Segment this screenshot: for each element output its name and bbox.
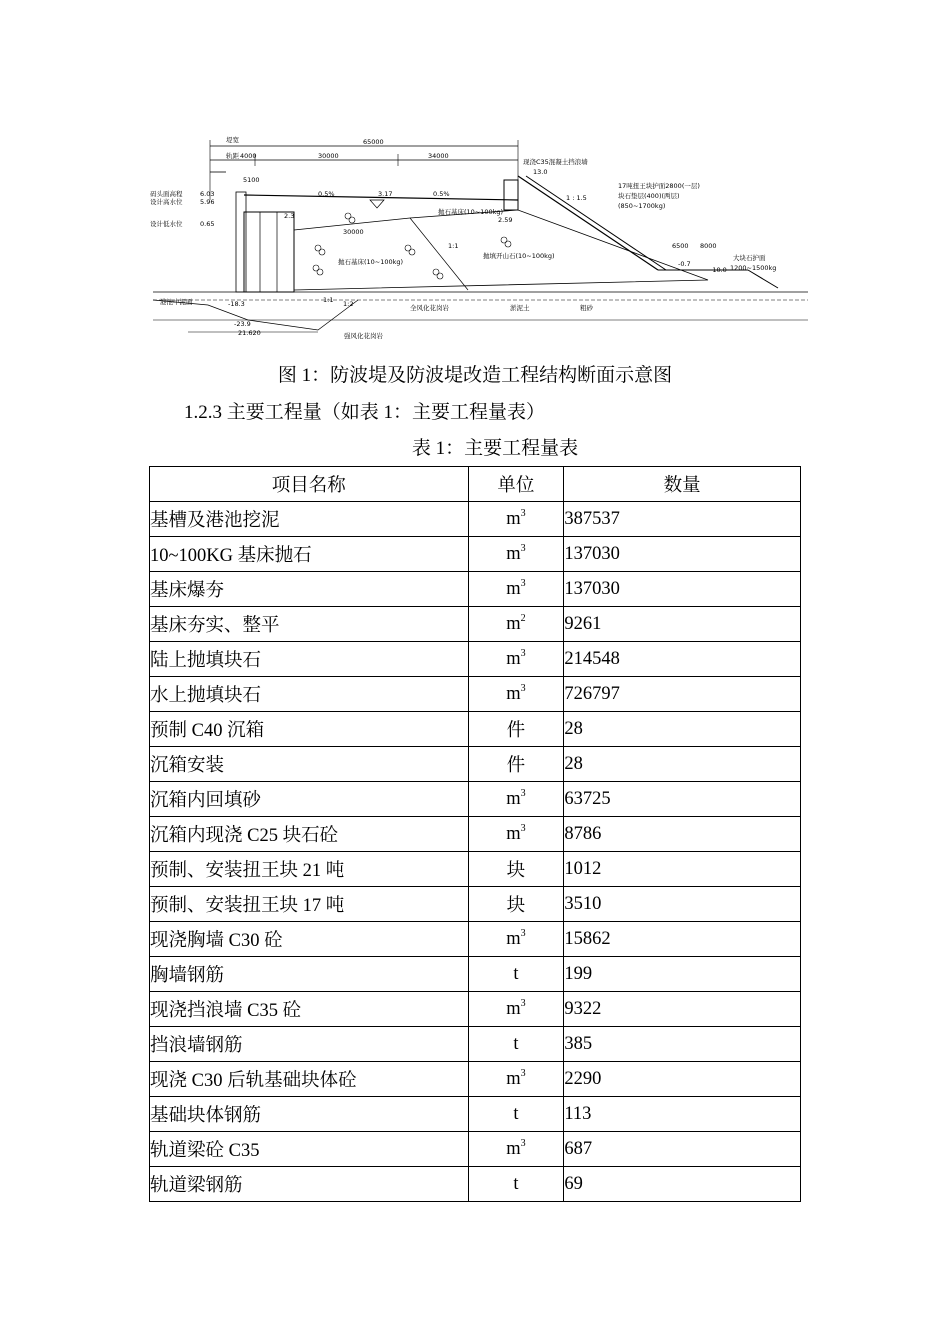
label-wall: 现浇C35混凝土挡浪墙 bbox=[523, 158, 588, 166]
label-65000: 65000 bbox=[363, 138, 384, 146]
unit-exponent: 3 bbox=[520, 682, 526, 694]
table-row bbox=[150, 572, 801, 607]
unit-text: t bbox=[513, 1103, 519, 1124]
cell-item-name: 沉箱内现浇 C25 块石砼 bbox=[150, 817, 469, 852]
table-row bbox=[150, 677, 801, 712]
header-quantity: 数量 bbox=[564, 467, 801, 502]
cell-unit bbox=[468, 677, 564, 712]
unit-text: m bbox=[506, 683, 521, 704]
label-deep: -23.9 bbox=[234, 320, 251, 328]
label-13: 13.0 bbox=[533, 168, 548, 176]
label-259: 2.59 bbox=[498, 216, 513, 224]
cell-item-name: 现浇挡浪墙 C35 砼 bbox=[150, 992, 469, 1027]
table-row bbox=[150, 817, 801, 852]
unit-text: 件 bbox=[506, 721, 526, 741]
cell-item-name: 预制 C40 沉箱 bbox=[150, 712, 469, 747]
unit-exponent: 3 bbox=[520, 927, 526, 939]
unit-exponent: 3 bbox=[520, 822, 526, 834]
label-603: 6.03 bbox=[200, 190, 215, 198]
table-caption: 表 1：主要工程量表 bbox=[411, 438, 579, 459]
unit-exponent: 3 bbox=[520, 647, 526, 659]
unit-text: m bbox=[506, 998, 521, 1019]
unit-exponent: 3 bbox=[520, 787, 526, 799]
unit-text: t bbox=[513, 1173, 519, 1194]
table-row bbox=[150, 642, 801, 677]
cell-item-name: 预制、安装扭王块 17 吨 bbox=[150, 887, 469, 922]
cell-item-name: 水上抛填块石 bbox=[150, 677, 469, 712]
cell-unit bbox=[468, 747, 564, 782]
cell-quantity: 3510 bbox=[564, 887, 801, 922]
label-silty: 淤泥土 bbox=[510, 304, 530, 312]
table-row bbox=[150, 747, 801, 782]
cell-item-name: 10~100KG 基床抛石 bbox=[150, 537, 469, 572]
cross-section-svg bbox=[148, 130, 810, 345]
table-row bbox=[150, 502, 801, 537]
cell-item-name: 沉箱安装 bbox=[150, 747, 469, 782]
label-slope-12: 1:2 bbox=[343, 300, 354, 308]
table-header-row bbox=[150, 467, 801, 502]
unit-exponent: 3 bbox=[520, 1137, 526, 1149]
header-item-name: 项目名称 bbox=[150, 467, 469, 502]
label-m100: -10.0 bbox=[710, 266, 727, 274]
table-row bbox=[150, 782, 801, 817]
cell-unit bbox=[468, 957, 564, 992]
cell-unit bbox=[468, 642, 564, 677]
cell-quantity: 214548 bbox=[564, 642, 801, 677]
cell-quantity: 1012 bbox=[564, 852, 801, 887]
cell-unit bbox=[468, 1167, 564, 1202]
label-dike-width: 堤宽 bbox=[226, 136, 239, 144]
unit-text: m bbox=[506, 928, 521, 949]
unit-text: m bbox=[506, 613, 521, 634]
label-6500: 6500 bbox=[672, 242, 689, 250]
table-row bbox=[150, 1097, 801, 1132]
label-596: 5.96 bbox=[200, 198, 215, 206]
table-row bbox=[150, 537, 801, 572]
cell-unit bbox=[468, 572, 564, 607]
table-row bbox=[150, 607, 801, 642]
table-row bbox=[150, 1062, 801, 1097]
label-crest: 码头面高程 bbox=[150, 190, 183, 198]
section-heading: 1.2.3 主要工程量（如表 1：主要工程量表） bbox=[184, 402, 546, 423]
unit-text: m bbox=[506, 1138, 521, 1159]
unit-text: m bbox=[506, 648, 521, 669]
label-slope-05a: 0.5% bbox=[318, 190, 335, 198]
figure-caption: 图 1：防波堤及防波堤改造工程结构断面示意图 bbox=[277, 365, 673, 386]
cell-unit bbox=[468, 1097, 564, 1132]
label-4000: 4000 bbox=[240, 152, 257, 160]
label-30000-top: 30000 bbox=[318, 152, 339, 160]
label-armor: 17吨扭王块护面2800(一层) bbox=[618, 182, 700, 190]
label-5100: 5100 bbox=[243, 176, 260, 184]
unit-text: 件 bbox=[506, 756, 526, 776]
cell-quantity: 385 bbox=[564, 1027, 801, 1062]
table-row bbox=[150, 922, 801, 957]
label-slope-11-base: 1:1 bbox=[323, 296, 334, 304]
cell-item-name: 基床爆夯 bbox=[150, 572, 469, 607]
cell-item-name: 沉箱内回填砂 bbox=[150, 782, 469, 817]
label-fill-mid: 抛石基床(10~100kg) bbox=[338, 258, 404, 266]
label-065: 0.65 bbox=[200, 220, 215, 228]
cell-unit bbox=[468, 537, 564, 572]
cell-quantity: 199 bbox=[564, 957, 801, 992]
cell-quantity: 28 bbox=[564, 712, 801, 747]
breakwater-section-drawing bbox=[148, 130, 810, 345]
unit-text: m bbox=[506, 578, 521, 599]
unit-exponent: 3 bbox=[520, 997, 526, 1009]
table-row bbox=[150, 992, 801, 1027]
label-21620: 21.620 bbox=[238, 329, 261, 337]
label-bigstone-weight: 1200~1500kg bbox=[730, 264, 777, 272]
cell-unit bbox=[468, 852, 564, 887]
cell-item-name: 胸墙钢筋 bbox=[150, 957, 469, 992]
cell-quantity: 137030 bbox=[564, 572, 801, 607]
cell-quantity: 15862 bbox=[564, 922, 801, 957]
label-strong-weathered: 强风化花岗岩 bbox=[344, 332, 383, 340]
label-fill-right: 抛填开山石(10~100kg) bbox=[483, 252, 555, 260]
cell-unit bbox=[468, 607, 564, 642]
cell-quantity: 28 bbox=[564, 747, 801, 782]
label-dredge: 港池中泥面 bbox=[160, 298, 193, 306]
table-row bbox=[150, 712, 801, 747]
label-weathered: 全风化花岗岩 bbox=[410, 304, 449, 312]
cell-unit bbox=[468, 1027, 564, 1062]
label-fill-top: 抛石基床(10~100kg) bbox=[438, 208, 504, 216]
cell-quantity: 63725 bbox=[564, 782, 801, 817]
cell-item-name: 现浇 C30 后轨基础块体砼 bbox=[150, 1062, 469, 1097]
label-m07: -0.7 bbox=[678, 260, 691, 268]
cell-quantity: 137030 bbox=[564, 537, 801, 572]
cell-item-name: 轨道梁钢筋 bbox=[150, 1167, 469, 1202]
unit-exponent: 2 bbox=[520, 612, 526, 624]
label-slope-11-mid: 1:1 bbox=[448, 242, 459, 250]
cell-unit bbox=[468, 992, 564, 1027]
cell-quantity: 387537 bbox=[564, 502, 801, 537]
label-coarse: 粗砂 bbox=[580, 304, 593, 312]
quantity-table bbox=[149, 466, 801, 1202]
cell-item-name: 现浇胸墙 C30 砼 bbox=[150, 922, 469, 957]
table-row bbox=[150, 887, 801, 922]
cell-unit bbox=[468, 817, 564, 852]
cell-unit bbox=[468, 502, 564, 537]
unit-text: 块 bbox=[506, 896, 526, 916]
cell-quantity: 2290 bbox=[564, 1062, 801, 1097]
cell-quantity: 726797 bbox=[564, 677, 801, 712]
header-unit: 单位 bbox=[468, 467, 564, 502]
unit-text: t bbox=[513, 1033, 519, 1054]
cell-item-name: 挡浪墙钢筋 bbox=[150, 1027, 469, 1062]
cell-quantity: 113 bbox=[564, 1097, 801, 1132]
unit-exponent: 3 bbox=[520, 507, 526, 519]
label-slope-15: 1 : 1.5 bbox=[566, 194, 587, 202]
cell-quantity: 69 bbox=[564, 1167, 801, 1202]
cell-item-name: 基槽及港池挖泥 bbox=[150, 502, 469, 537]
label-stone: 块石垫层(400)(两层) bbox=[618, 192, 680, 200]
unit-exponent: 3 bbox=[520, 1067, 526, 1079]
label-34000: 34000 bbox=[428, 152, 449, 160]
label-stone-weight: (850~1700kg) bbox=[618, 202, 666, 210]
table-row bbox=[150, 957, 801, 992]
cell-unit bbox=[468, 922, 564, 957]
unit-text: 块 bbox=[506, 861, 526, 881]
unit-text: m bbox=[506, 508, 521, 529]
cell-quantity: 8786 bbox=[564, 817, 801, 852]
cell-unit bbox=[468, 1132, 564, 1167]
label-m183: -18.3 bbox=[228, 300, 245, 308]
label-low-water: 设计低水位 bbox=[150, 220, 183, 228]
label-317: 3.17 bbox=[378, 190, 393, 198]
cell-item-name: 预制、安装扭王块 21 吨 bbox=[150, 852, 469, 887]
cell-quantity: 9261 bbox=[564, 607, 801, 642]
unit-exponent: 3 bbox=[520, 542, 526, 554]
unit-text: m bbox=[506, 1068, 521, 1089]
cell-unit bbox=[468, 782, 564, 817]
label-high-water: 设计高水位 bbox=[150, 198, 183, 206]
cell-item-name: 基础块体钢筋 bbox=[150, 1097, 469, 1132]
cell-unit bbox=[468, 1062, 564, 1097]
label-30000-mid: 30000 bbox=[343, 228, 364, 236]
unit-exponent: 3 bbox=[520, 577, 526, 589]
label-slope-05b: 0.5% bbox=[433, 190, 450, 198]
label-8000: 8000 bbox=[700, 242, 717, 250]
cell-item-name: 陆上抛填块石 bbox=[150, 642, 469, 677]
table-row bbox=[150, 852, 801, 887]
label-rail: 轨距 bbox=[226, 152, 239, 160]
unit-text: m bbox=[506, 543, 521, 564]
cell-item-name: 轨道梁砼 C35 bbox=[150, 1132, 469, 1167]
unit-text: m bbox=[506, 823, 521, 844]
cell-unit bbox=[468, 887, 564, 922]
unit-text: t bbox=[513, 963, 519, 984]
cell-quantity: 687 bbox=[564, 1132, 801, 1167]
unit-text: m bbox=[506, 788, 521, 809]
cell-unit bbox=[468, 712, 564, 747]
cell-quantity: 9322 bbox=[564, 992, 801, 1027]
label-bigstone: 大块石护面 bbox=[733, 254, 766, 262]
table-row bbox=[150, 1132, 801, 1167]
table-row bbox=[150, 1027, 801, 1062]
label-23: 2.3 bbox=[284, 212, 295, 220]
table-row bbox=[150, 1167, 801, 1202]
cell-item-name: 基床夯实、整平 bbox=[150, 607, 469, 642]
